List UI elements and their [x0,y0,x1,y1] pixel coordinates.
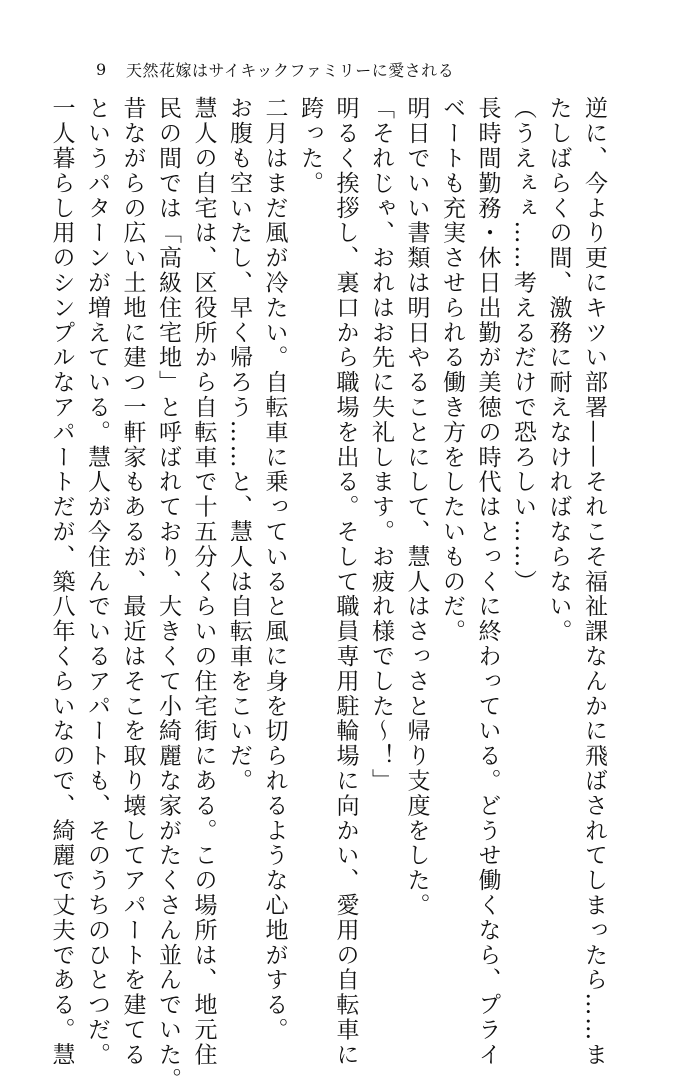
page-number: 9 [96,59,107,79]
text-line: 明るく挨拶し、裏口から職場を出る。そして職員専用駐輪場に向かい、愛用の自転車に [332,96,359,1068]
text-line: 明日でいい書類は明日やることにして、慧人はさっさと帰り支度をした。 [403,96,430,918]
running-header [96,56,454,82]
text-line: 一人暮らし用のシンプルなアパートだが、築八年くらいなので、綺麗で丈夫である。慧 [48,96,75,1068]
text-line: 跨った。 [297,96,323,196]
text-line: 昔ながらの広い土地に建つ一軒家もあるが、最近はそこを取り壊してアパートを建てる [119,96,146,1068]
text-line: （うえぇぇ……考えるだけで恐ろしい……） [510,96,536,594]
text-line: 二月はまだ風が冷たい。自転車に乗っていると風に身を切られるような心地がする。 [261,96,288,1043]
text-line: お腹も空いたし、早く帰ろう……と、慧人は自転車をこいだ。 [226,96,252,794]
book-title: 天然花嫁はサイキックファミリーに愛される [126,60,455,80]
text-line: 長時間勤務・休日出勤が美徳の時代はとっくに終わっている。どうせ働くなら、プライ [474,96,501,1068]
text-line: というパターンが増えている。慧人が今住んでいるアパートも、そのうちのひとつだ。 [84,96,110,1068]
text-line: 慧人の自宅は、区役所から自転車で十五分くらいの住宅街にある。この場所は、地元住 [190,96,217,1068]
text-line: たしばらくの間、激務に耐えなければならない。 [545,96,572,644]
vertical-body-text [43,96,611,1092]
text-line: 民の間では「高級住宅地」と呼ばれており、大きくて小綺麗な家がたくさん並んでいた。 [155,96,181,1092]
text-line: 逆に、今より更にキツい部署——それこそ福祉課なんかに飛ばされてしまったら……ま [581,96,607,1068]
text-line: ベートも充実させられる働き方をしたいものだ。 [439,96,465,644]
text-line: 「それじゃ、おれはお先に失礼します。お疲れ様でした～！」 [368,96,394,794]
